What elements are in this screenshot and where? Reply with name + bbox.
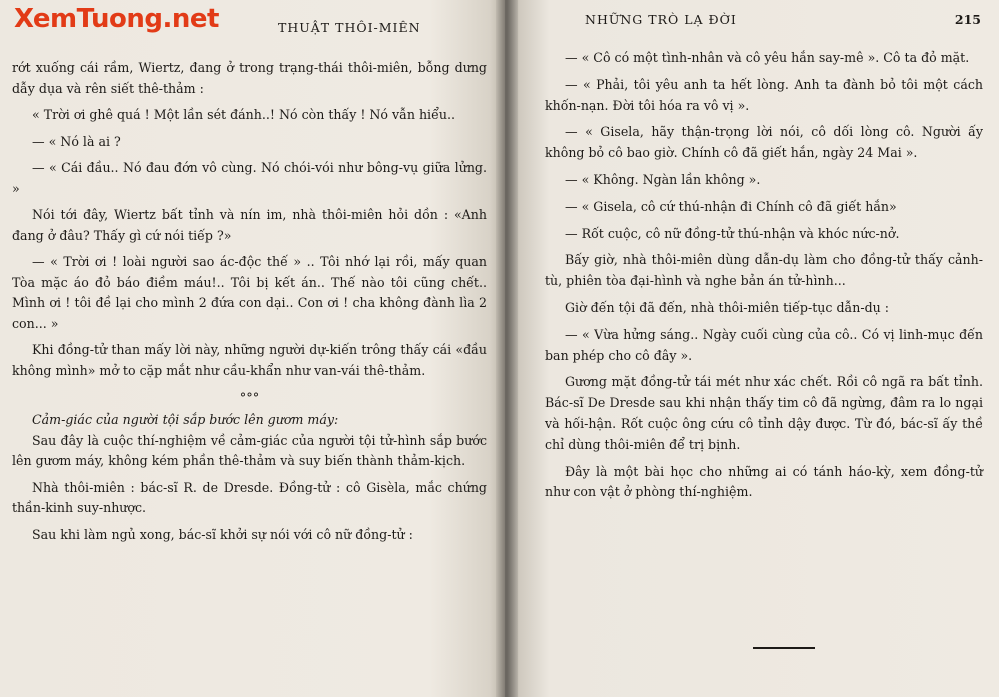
paragraph: — « Gisela, hãy thận-trọng lời nói, cô dối lòng cô. Người ấy không bỏ cô bao giờ. Chính cô đã giết hắn, ngày 24 Mai ».	[545, 124, 983, 161]
paragraph: Gương mặt đồng-tử tái mét như xác chết. Rồi cô ngã ra bất tỉnh. Bác-sĩ De Dresde sau khi nhận thấy tim cô đã ngừng, đâm ra lo ngại và hối-hận. Rốt cuộc ông cứu cô tỉnh dậy được. Từ đó, bác-sĩ ấy thề chỉ dùng thôi-miên để trị bịnh.	[545, 374, 983, 452]
right-page	[505, 0, 999, 697]
paragraph: — « Vừa hửng sáng.. Ngày cuối cùng của cô.. Có vị linh-mục đến ban phép cho cô đây ».	[545, 326, 983, 363]
running-header-right: NHỮNG TRÒ LẠ ĐỜI	[585, 12, 737, 27]
paragraph: — « Gisela, cô cứ thú-nhận đi Chính cô đã giết hắn»	[565, 198, 897, 214]
paragraph: rớt xuống cái rầm, Wiertz, đang ở trong trạng-thái thôi-miên, bỗng dưng dẫy dụa và rên siết thê-thảm :	[12, 60, 487, 96]
paragraph: — « Không. Ngàn lần không ».	[565, 171, 761, 187]
paragraph: Nhà thôi-miên : bác-sĩ R. de Dresde. Đồng-tử : cô Gisèla, mắc chứng thần-kinh suy-nhược.	[12, 479, 487, 515]
paragraph: Đây là một bài học cho những ai có tánh háo-kỳ, xem đồng-tử như con vật ở phòng thí-nghiệm.	[545, 463, 983, 500]
paragraph: — « Cái đầu.. Nó đau đớn vô cùng. Nó chói-vói như bông-vụ giữa lửng. »	[12, 160, 487, 196]
chapter-end-rule	[753, 647, 815, 649]
watermark-logo: XemTuong.net	[14, 4, 219, 34]
paragraph: Sau đây là cuộc thí-nghiệm về cảm-giác của người tội tử-hình sắp bước lên gươm máy, không kém phần thê-thảm và suy biến thành thảm-kịch.	[12, 432, 487, 468]
section-title: Cảm-giác của người tội sắp bước lên gươm máy:	[32, 412, 339, 427]
paragraph: — Rốt cuộc, cô nữ đồng-tử thú-nhận và khóc nức-nở.	[565, 225, 900, 241]
paragraph: Nói tới đây, Wiertz bất tỉnh và nín im, nhà thôi-miên hỏi dồn : «Anh đang ở đâu? Thấy gì cứ nói tiếp ?»	[12, 207, 487, 243]
book-gutter-shadow	[496, 0, 518, 697]
paragraph: — « Phải, tôi yêu anh ta hết lòng. Anh ta đành bỏ tôi một cách khốn-nạn. Đời tôi hóa ra vô vị ».	[545, 76, 983, 113]
running-header-left: THUẬT THÔI-MIÊN	[278, 20, 421, 35]
paragraph: Bấy giờ, nhà thôi-miên dùng dẫn-dụ làm cho đồng-tử thấy cảnh-tù, phiên tòa đại-hình và nghe bản án tử-hình...	[545, 252, 983, 289]
paragraph: — « Nó là ai ?	[32, 133, 121, 149]
page-number: 215	[954, 12, 981, 27]
paragraph: — « Trời ơi ! loài người sao ác-độc thế » .. Tôi nhớ lại rồi, mấy quan Tòa mặc áo đỏ báo điềm máu!.. Tôi bị kết án.. Thế nào tôi cũng chết.. Mình ơi ! tôi đề lại cho mình 2 đứa con dại.. Con ơi ! cha không đành lìa 2 con... »	[12, 254, 487, 331]
section-divider: °°°	[239, 391, 260, 406]
paragraph: Sau khi làm ngủ xong, bác-sĩ khởi sự nói với cô nữ đồng-tử :	[32, 526, 413, 542]
paragraph: « Trời ơi ghê quá ! Một lần sét đánh..! Nó còn thấy ! Nó vẫn hiểu..	[32, 107, 455, 122]
paragraph: — « Cô có một tình-nhân và cô yêu hắn say-mê ». Cô ta đỏ mặt.	[565, 50, 970, 65]
paragraph: Giờ đến tội đã đến, nhà thôi-miên tiếp-tục dẫn-dụ :	[565, 299, 890, 315]
paragraph: Khi đồng-tử than mấy lời này, những người dự-kiến trông thấy cái «đầu không mình» mở to cặp mắt như cầu-khẩn như van-vái thê-thảm.	[12, 342, 487, 378]
